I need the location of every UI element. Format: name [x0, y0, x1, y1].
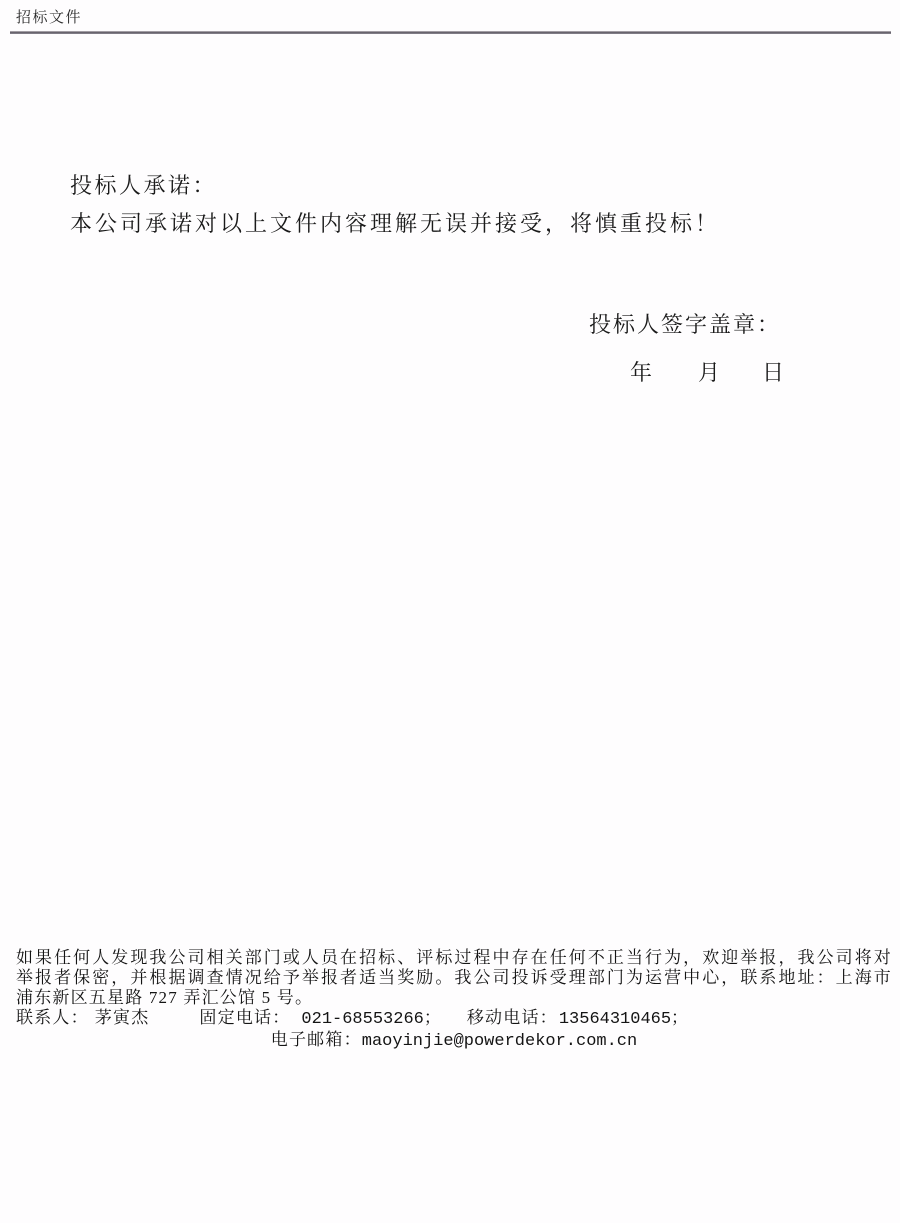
header-divider-line: [10, 31, 891, 34]
report-notice-line-1: 如果任何人发现我公司相关部门或人员在招标、评标过程中存在任何不正当行为，欢迎举报，我公司将对: [16, 948, 892, 967]
mobile-phone-number: 13564310465；: [558, 1010, 689, 1029]
landline-phone-number: 021-68553266；: [301, 1010, 441, 1029]
contact-person-label: 联系人：: [16, 1008, 89, 1027]
contact-person-name: 茅寅杰: [94, 1008, 150, 1027]
date-blank-line: [630, 356, 784, 387]
report-notice-line-2: 举报者保密，并根据调查情况给予举报者适当奖励。我公司投诉受理部门为运营中心，联系地址：上海市: [16, 968, 892, 987]
email-line: [16, 1030, 892, 1052]
contact-info-line: [16, 1008, 892, 1030]
email-label: 电子邮箱：: [270, 1030, 362, 1049]
signature-seal-label: 投标人签字盖章：: [589, 312, 782, 337]
date-month-label: 月: [698, 360, 721, 385]
whistleblower-footer: [16, 948, 892, 1052]
date-year-label: 年: [630, 360, 653, 385]
mobile-phone-label: 移动电话：: [466, 1008, 558, 1027]
bidder-commitment-heading: 投标人承诺：: [70, 173, 218, 198]
date-day-label: 日: [762, 360, 785, 385]
bidder-commitment-statement: 本公司承诺对以上文件内容理解无误并接受，将慎重投标！: [70, 211, 721, 236]
landline-phone-label: 固定电话：: [199, 1008, 291, 1027]
email-address: maoyinjie@powerdekor.com.cn: [361, 1032, 638, 1051]
page-header-title: 招标文件: [16, 10, 83, 26]
report-notice-address-line: 浦东新区五星路 727 弄汇公馆 5 号。: [16, 988, 314, 1007]
